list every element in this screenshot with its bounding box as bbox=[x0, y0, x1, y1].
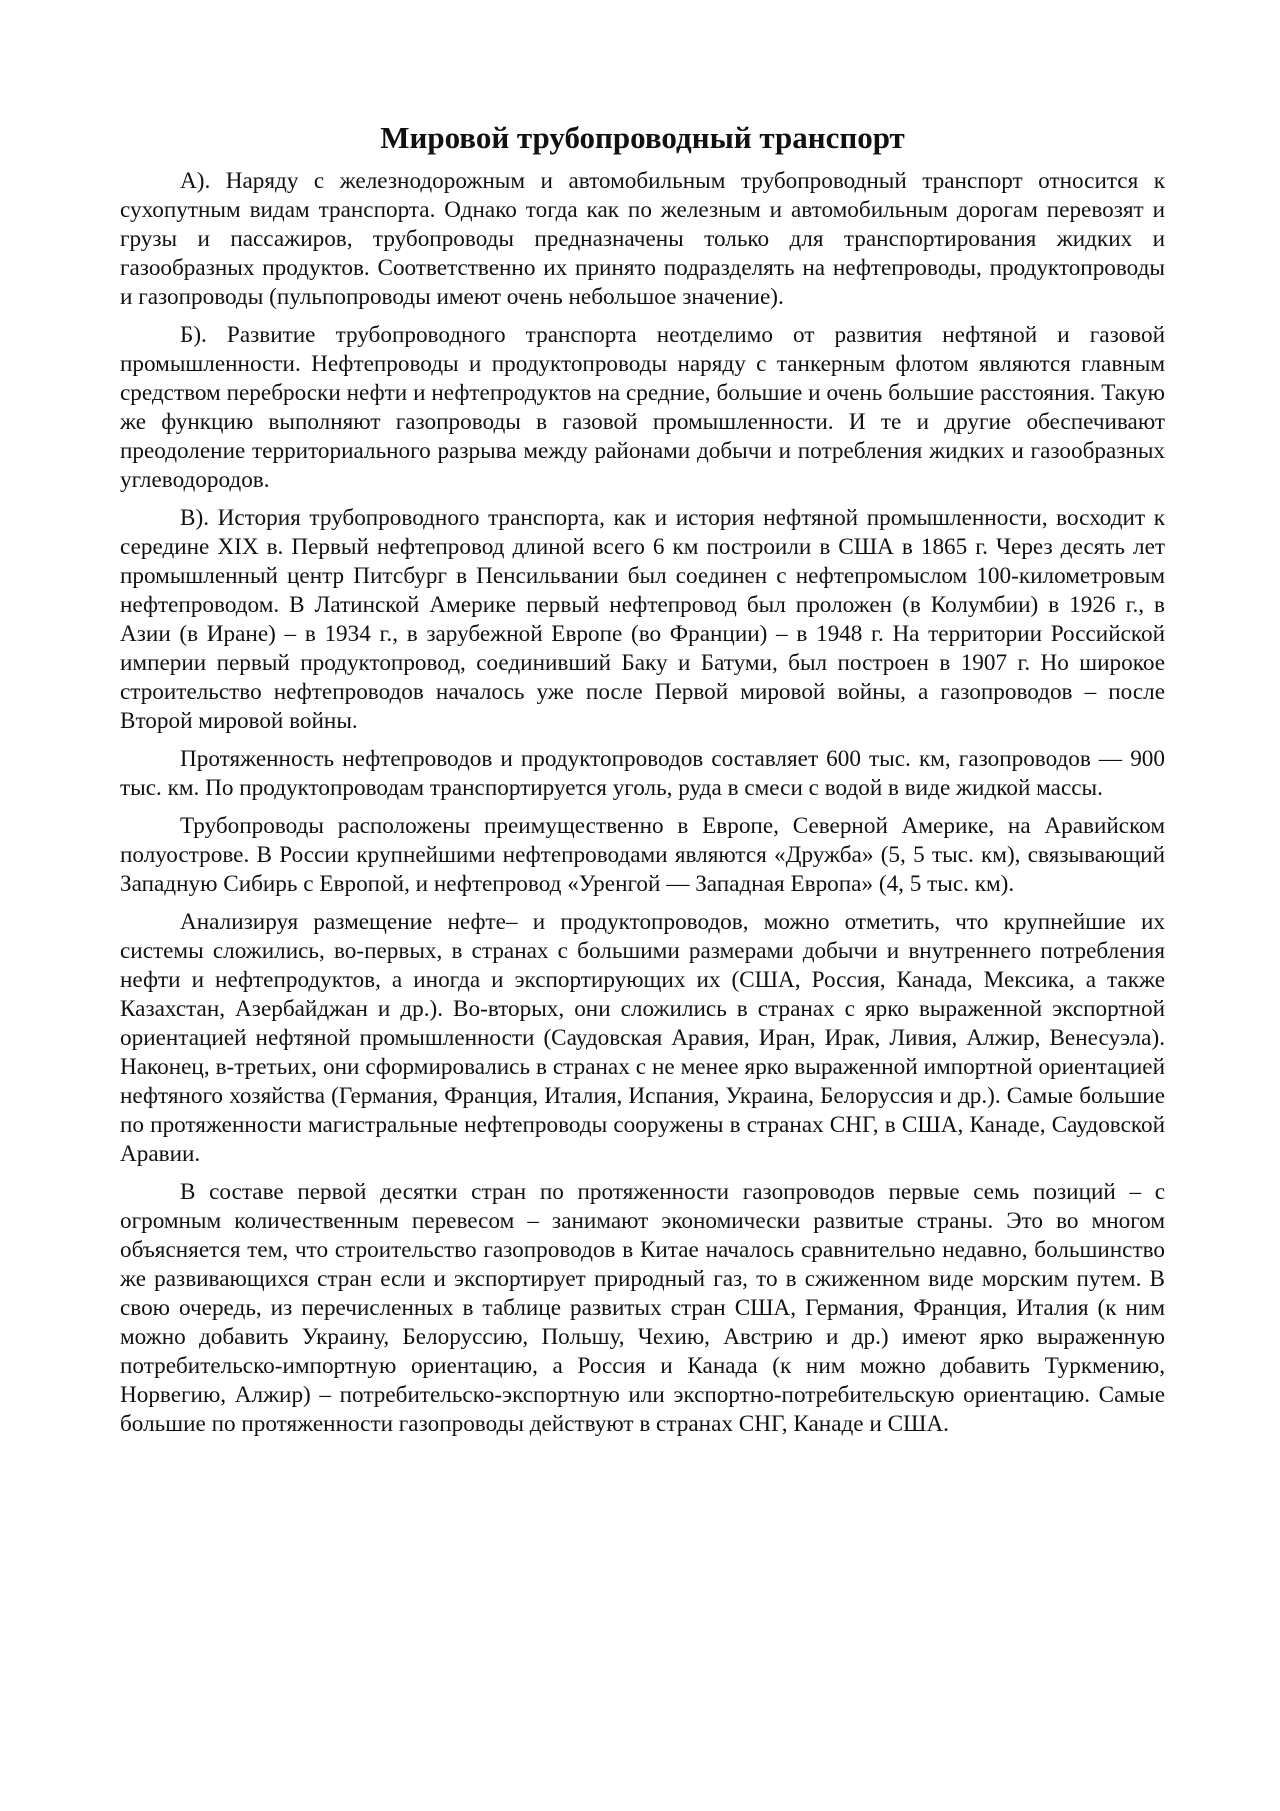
document-page bbox=[120, 118, 1165, 1448]
paragraph-v: В). История трубопроводного транспорта, как и история нефтяной промышленности, восходит к середине XIX в. Первый нефтепровод длиной всего 6 км построили в США в 1865 г. Через десять лет промышленный центр Питсбург в Пенсильвании был соединен с нефтепромыслом 100-километровым нефтепроводом. В Латинской Америке первый нефтепровод был проложен (в Колумбии) в 1926 г., в Азии (в Иране) – в 1934 г., в зарубежной Европе (во Франции) – в 1948 г. На территории Российской империи первый продуктопровод, соединивший Баку и Батуми, был построен в 1907 г. Но широкое строительство нефтепроводов началось уже после Первой мировой войны, а газопроводов – после Второй мировой войны. bbox=[120, 505, 1165, 734]
paragraph-b: Б). Развитие трубопроводного транспорта неотделимо от развития нефтяной и газовой промышленности. Нефтепроводы и продуктопроводы наряду с танкерным флотом являются главным средством переброски нефти и нефтепродуктов на средние, большие и очень большие расстояния. Такую же функцию выполняют газопроводы в газовой промышленности. И те и другие обеспечивают преодоление территориального разрыва между районами добычи и потребления жидких и газообразных углеводородов. bbox=[120, 322, 1165, 493]
paragraph-location: Трубопроводы расположены преимущественно в Европе, Северной Америке, на Аравийском полуострове. В России крупнейшими нефтепроводами являются «Дружба» (5, 5 тыс. км), связывающий Западную Сибирь с Европой, и нефтепровод «Уренгой — Западная Европа» (4, 5 тыс. км). bbox=[120, 813, 1165, 897]
paragraph-length: Протяженность нефтепроводов и продуктопроводов составляет 600 тыс. км, газопроводов — 900 тыс. км. По продуктопроводам транспортируется уголь, руда в смеси с водой в виде жидкой массы. bbox=[120, 746, 1165, 801]
paragraph-analysis: Анализируя размещение нефте– и продуктопроводов, можно отметить, что крупнейшие их системы сложились, во-первых, в странах с большими размерами добычи и внутреннего потребления нефти и нефтепродуктов, а иногда и экспортирующих их (США, Россия, Канада, Мексика, а также Казахстан, Азербайджан и др.). Во-вторых, они сложились в странах с ярко выраженной экспортной ориентацией нефтяной промышленности (Саудовская Аравия, Иран, Ирак, Ливия, Алжир, Венесуэла). Наконец, в-третьих, они сформировались в странах с не менее ярко выраженной импортной ориентацией нефтяного хозяйства (Германия, Франция, Италия, Испания, Украина, Белоруссия и др.). Самые большие по протяженности магистральные нефтепроводы сооружены в странах СНГ, в США, Канаде, Саудовской Аравии. bbox=[120, 909, 1165, 1167]
paragraph-a: А). Наряду с железнодорожным и автомобильным трубопроводный транспорт относится к сухопутным видам транспорта. Однако тогда как по железным и автомобильным дорогам перевозят и грузы и пассажиров, трубопроводы предназначены только для транспортирования жидких и газообразных продуктов. Соответственно их принято подразделять на нефтепроводы, продуктопроводы и газопроводы (пульпопроводы имеют очень небольшое значение). bbox=[120, 168, 1165, 310]
document-title: Мировой трубопроводный транспорт bbox=[380, 120, 905, 155]
paragraph-gas-pipelines: В составе первой десятки стран по протяженности газопроводов первые семь позиций – с огромным количественным перевесом – занимают экономически развитые страны. Это во многом объясняется тем, что строительство газопроводов в Китае началось сравнительно недавно, большинство же развивающихся стран если и экспортирует природный газ, то в сжиженном виде морским путем. В свою очередь, из перечисленных в таблице развитых стран США, Германия, Франция, Италия (к ним можно добавить Украину, Белоруссию, Польшу, Чехию, Австрию и др.) имеют ярко выраженную потребительско-импортную ориентацию, а Россия и Канада (к ним можно добавить Туркмению, Норвегию, Алжир) – потребительско-экспортную или экспортно-потребительскую ориентацию. Самые большие по протяженности газопроводы действуют в странах СНГ, Канаде и США. bbox=[120, 1179, 1165, 1437]
